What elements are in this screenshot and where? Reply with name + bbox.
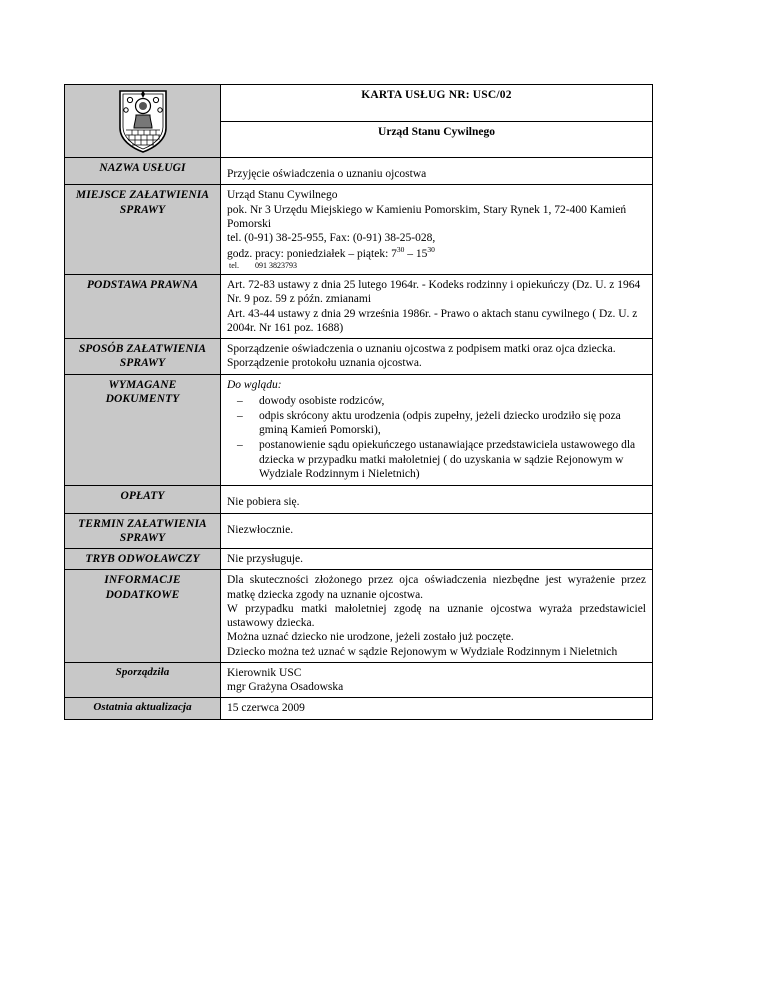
additional-line-1: Dla skuteczności złożonego przez ojca oświadczenia niezbędne jest wyrażenie przez matkę dziecka zgody na uznanie ojcostwa. [227,574,646,601]
table-row-appeal [65,549,653,570]
crest-cell [65,85,221,158]
table-row-documents [65,374,653,486]
table-row-place [65,185,653,275]
list-item: – postanowienie sądu opiekuńczego ustanawiające przedstawiciela ustawowego dla dziecka w przypadku matki małoletniej ( do uzyskania w sądzie Rejonowym w Wydziale Rodzinnym i Nieletnich) [237,439,636,481]
dash-bullet-icon: – [237,394,243,407]
legal-line-1: Art. 72-83 ustawy z dnia 25 lutego 1964r. - Kodeks rodzinny i opiekuńczy (Dz. U. z 1964 Nr. 9 poz. 59 z późn. zmianami [227,279,641,306]
place-line-3: tel. (0-91) 38-25-955, Fax: (0-91) 38-25-028, [227,232,436,244]
table-row-legal-basis [65,275,653,339]
author-name: mgr Grażyna Osadowska [227,681,344,694]
place-line-1: Urząd Stanu Cywilnego [227,189,338,202]
documents-lead: Do wglądu: [227,378,282,391]
table-row-last-update [65,698,653,719]
value-author [221,662,653,698]
value-legal-basis [221,275,653,339]
label-author: Sporządziła [65,662,221,698]
value-procedure [221,339,653,375]
dash-bullet-icon: – [237,409,243,422]
header-row-title [65,85,653,122]
value-appeal: Nie przysługuje. [221,549,653,570]
value-deadline: Niezwłocznie. [221,513,653,549]
table-row-service-name [65,158,653,185]
place-line-2: pok. Nr 3 Urzędu Miejskiego w Kamieniu Pomorskim, Stary Rynek 1, 72-400 Kamień Pomorski [227,203,627,230]
procedure-line-2: Sporządzenie protokołu uznania ojcostwa. [227,357,422,370]
dash-bullet-icon: – [237,439,243,452]
label-documents: WYMAGANE DOKUMENTY [65,374,221,486]
label-procedure: SPOSÓB ZAŁATWIENIA SPRAWY [65,339,221,375]
card-subtitle: Urząd Stanu Cywilnego [221,121,653,158]
documents-list [227,394,646,482]
value-service-name: Przyjęcie oświadczenia o uznaniu ojcostwa [221,158,653,185]
list-item: – odpis skrócony aktu urodzenia (odpis zupełny, jeżeli dziecko urodziło się poza gminą Kamień Pomorski), [237,409,621,437]
value-place [221,185,653,275]
service-card-table [64,84,653,720]
table-row-fees [65,486,653,513]
card-title: KARTA USŁUG NR: USC/02 [221,85,653,122]
value-additional-info [221,570,653,663]
additional-line-4: Dziecko można też uznać w sądzie Rejonowym w Wydziale Rodzinnym i Nieletnich [227,645,618,658]
additional-line-2: W przypadku matki małoletniej zgodę na uznanie ojcostwa wyraża przedstawiciel ustawowy dziecka. [227,602,646,630]
list-item: – dowody osobiste rodziców, [237,394,385,407]
table-row-deadline [65,513,653,549]
label-last-update: Ostatnia aktualizacja [65,698,221,719]
label-legal-basis: PODSTAWA PRAWNA [65,275,221,339]
value-last-update: 15 czerwca 2009 [221,698,653,719]
label-service-name: NAZWA USŁUGI [65,158,221,185]
label-deadline: TERMIN ZAŁATWIENIA SPRAWY [65,513,221,549]
label-appeal: TRYB ODWOŁAWCZY [65,549,221,570]
coat-of-arms-icon [116,88,170,154]
procedure-line-1: Sporządzenie oświadczenia o uznaniu ojcostwa z podpisem matki oraz ojca dziecka. [227,343,616,356]
value-fees: Nie pobiera się. [221,486,653,513]
place-hours: godz. pracy: poniedziałek – piątek: $7^{30} - 15^{30}$ [227,245,435,261]
table-row-procedure [65,339,653,375]
legal-line-2: Art. 43-44 ustawy z dnia 29 września 1986r. - Prawo o aktach stanu cywilnego ( Dz. U. z 2004r. Nr 161 poz. 1688) [227,307,638,334]
table-row-additional-info [65,570,653,663]
additional-line-3: Można uznać dziecko nie urodzone, jeżeli zostało już poczęte. [227,631,514,644]
label-place: MIEJSCE ZAŁATWIENIA SPRAWY [65,185,221,275]
table-row-author [65,662,653,698]
value-documents [221,374,653,486]
label-additional-info: INFORMACJE DODATKOWE [65,570,221,663]
author-position: Kierownik USC [227,666,302,679]
place-phone-small: tel. 091 3823793 [229,261,297,271]
label-fees: OPŁATY [65,486,221,513]
